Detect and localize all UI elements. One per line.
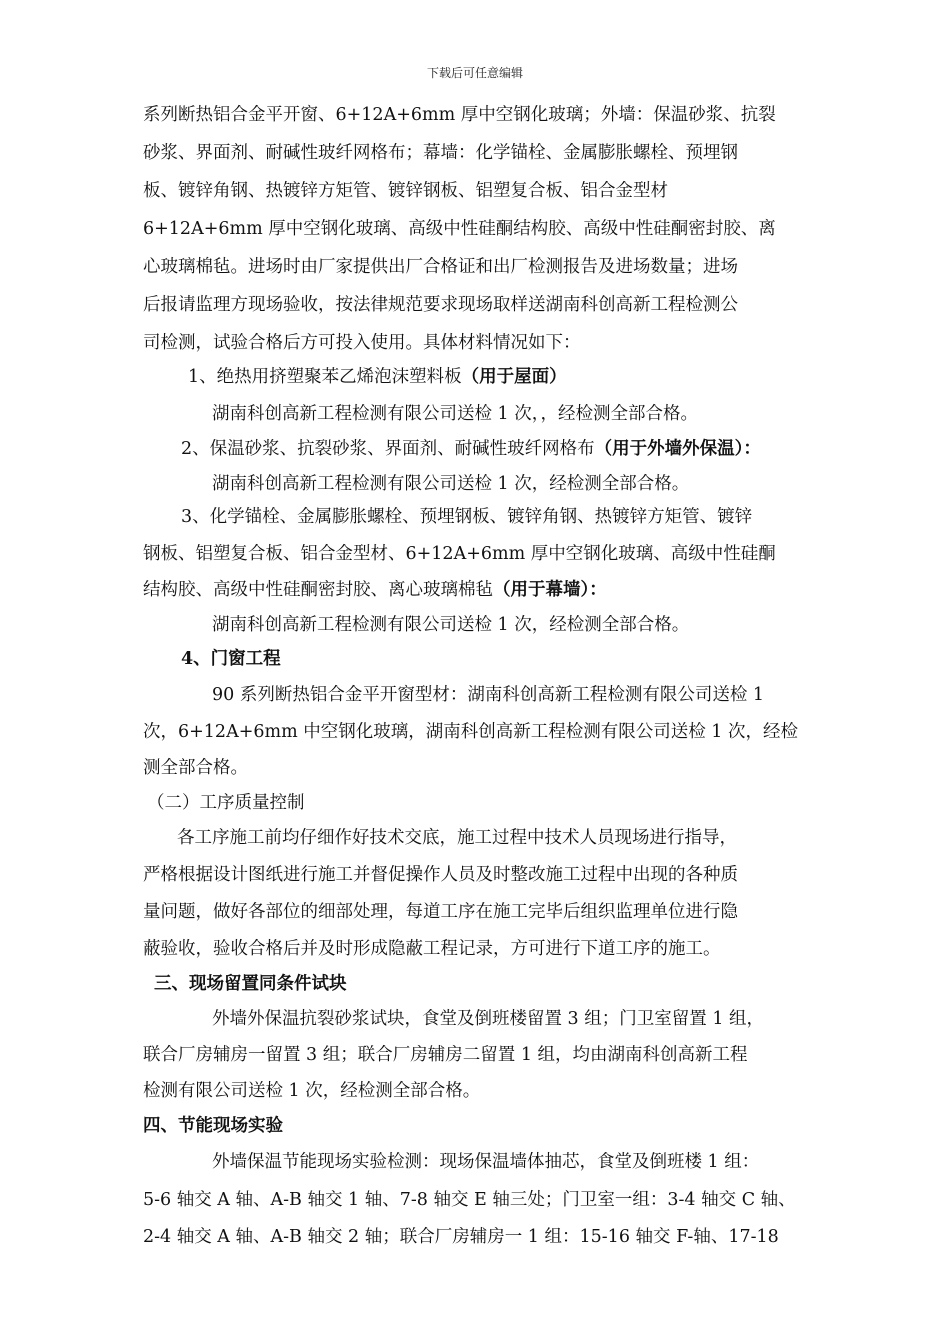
intro-line-2: 砂浆、界面剂、耐碱性玻纤网格布；幕墙：化学锚栓、金属膨胀螺栓、预埋钢 [143,143,738,163]
intro-line-7: 司检测，试验合格后方可投入使用。具体材料情况如下： [143,333,581,353]
item2-result: 湖南科创高新工程检测有限公司送检 1 次，经检测全部合格。 [212,474,690,494]
intro-line-5: 心玻璃棉毡。进场时由厂家提供出厂合格证和出厂检测报告及进场数量；进场 [143,257,738,277]
item2-title: 2、保温砂浆、抗裂砂浆、界面剂、耐碱性玻纤网格布 [181,439,595,459]
section4-line-3: 2-4 轴交 A 轴、A-B 轴交 2 轴；联合厂房辅房一 1 组：15-16 轴交 F-轴、17-18 [143,1227,779,1247]
section3-line-2: 联合厂房辅房一留置 3 组；联合厂房辅房二留置 1 组，均由湖南科创高新工程 [143,1045,748,1065]
item3-line-3-text: 结构胶、高级中性硅酮密封胶、离心玻璃棉毡 [143,580,493,600]
item3-line-1: 3、化学锚栓、金属膨胀螺栓、预埋钢板、镀锌角钢、热镀锌方矩管、镀锌 [181,507,753,527]
intro-line-4: 6+12A+6mm 厚中空钢化玻璃、高级中性硅酮结构胶、高级中性硅酮密封胶、离 [143,219,776,239]
item3-result: 湖南科创高新工程检测有限公司送检 1 次，经检测全部合格。 [212,615,690,635]
intro-line-3: 板、镀锌角钢、热镀锌方矩管、镀锌钢板、铝塑复合板、铝合金型材 [143,181,668,201]
item3-line-3 [143,576,607,601]
section3-line-3: 检测有限公司送检 1 次，经检测全部合格。 [143,1081,481,1101]
process-line-3: 量问题，做好各部位的细部处理，每道工序在施工完毕后组织监理单位进行隐 [143,902,738,922]
page-header: 下载后可任意编辑 [426,66,523,80]
process-line-4: 蔽验收，验收合格后并及时形成隐蔽工程记录，方可进行下道工序的施工。 [143,939,721,959]
item1-note: （用于屋面） [461,367,567,387]
process-line-1: 各工序施工前均仔细作好技术交底，施工过程中技术人员现场进行指导， [177,828,737,848]
item4-line-1: 90 系列断热铝合金平开窗型材：湖南科创高新工程检测有限公司送检 1 [212,685,765,705]
process-heading: （二）工序质量控制 [147,793,305,813]
process-line-2: 严格根据设计图纸进行施工并督促操作人员及时整改施工过程中出现的各种质 [143,865,738,885]
item1-result: 湖南科创高新工程检测有限公司送检 1 次，，经检测全部合格。 [212,404,699,424]
item2-note: （用于外墙外保温）： [594,439,761,459]
intro-line-6: 后报请监理方现场验收，按法律规范要求现场取样送湖南科创高新工程检测公 [143,295,738,315]
section3-heading: 三、现场留置同条件试块 [154,974,347,994]
item1-title: 1、绝热用挤塑聚苯乙烯泡沫塑料板 [188,367,462,387]
intro-line-1: 系列断热铝合金平开窗、6+12A+6mm 厚中空钢化玻璃；外墙：保温砂浆、抗裂 [143,105,776,125]
item4-title: 4、门窗工程 [181,649,281,669]
item3-line-2: 钢板、铝塑复合板、铝合金型材、6+12A+6mm 厚中空钢化玻璃、高级中性硅酮 [143,544,776,564]
section4-heading: 四、节能现场实验 [143,1116,283,1136]
item2-heading [181,435,761,460]
section4-line-2: 5-6 轴交 A 轴、A-B 轴交 1 轴、7-8 轴交 E 轴三处；门卫室一组：3-4 轴交 C 轴、 [143,1190,796,1210]
item4-line-3: 测全部合格。 [143,758,248,778]
item4-line-2: 次，6+12A+6mm 中空钢化玻璃，湖南科创高新工程检测有限公司送检 1 次，经检 [143,722,799,742]
section4-line-1: 外墙保温节能现场实验检测：现场保温墙体抽芯，食堂及倒班楼 1 组： [212,1152,760,1172]
item3-note: （用于幕墙）： [493,580,607,600]
item1-heading [188,363,567,388]
section3-line-1: 外墙外保温抗裂砂浆试块，食堂及倒班楼留置 3 组；门卫室留置 1 组， [212,1009,765,1029]
